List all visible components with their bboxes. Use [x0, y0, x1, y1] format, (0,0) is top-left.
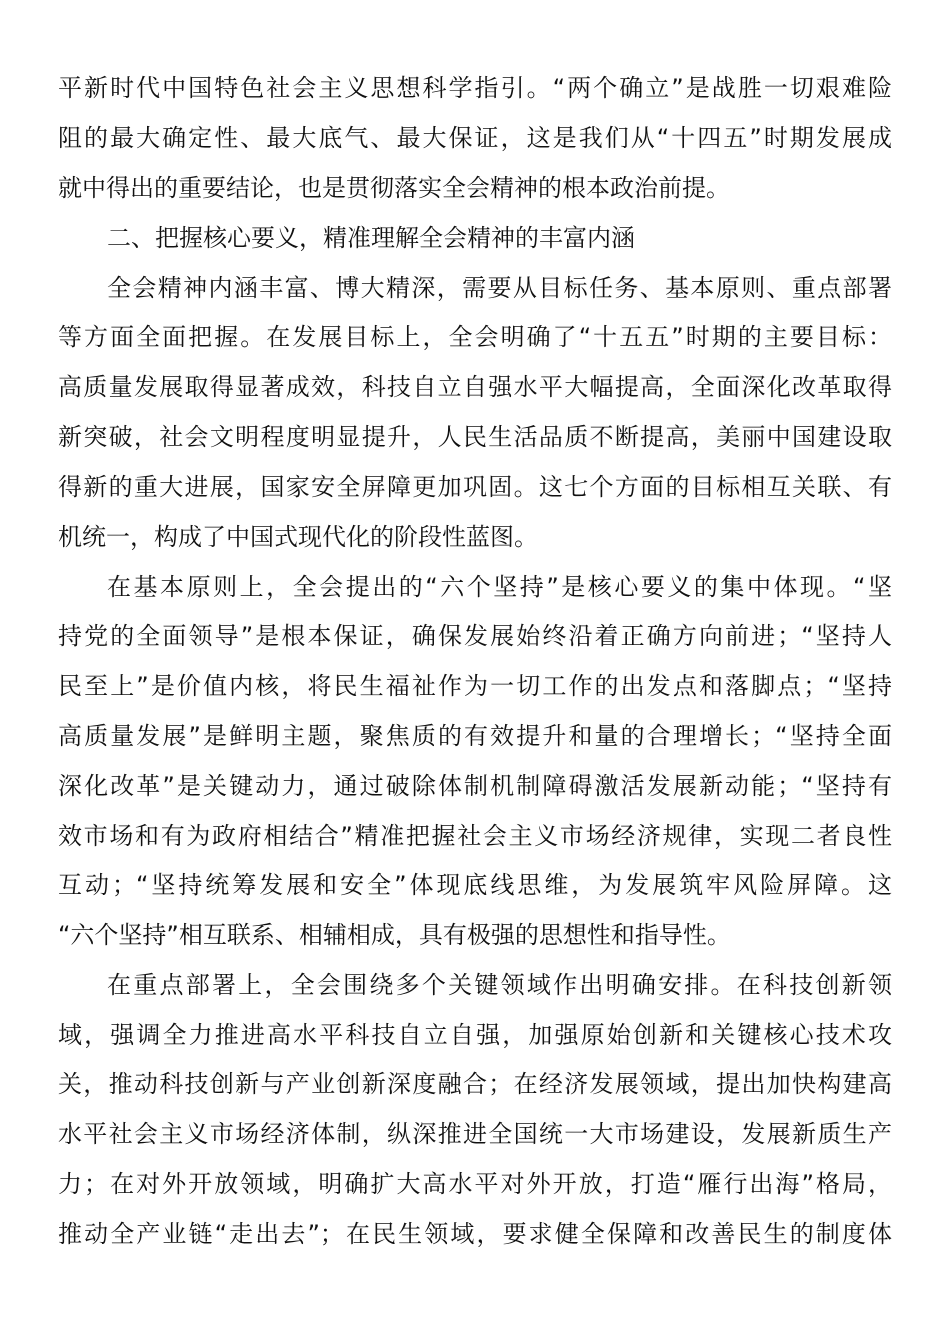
text-line: 在基本原则上，全会提出的“六个坚持”是核心要义的集中体现。“坚 — [107, 573, 892, 601]
text-line: “六个坚持”相互联系、相辅相成，具有极强的思想性和指导性。 — [58, 921, 731, 949]
text-line: 平新时代中国特色社会主义思想科学指引。“两个确立”是战胜一切艰难险 — [58, 74, 892, 102]
text-line: 民至上”是价值内核，将民生福祉作为一切工作的出发点和落脚点；“坚持 — [58, 672, 892, 700]
text-line: 持党的全面领导”是根本保证，确保发展始终沿着正确方向前进；“坚持人 — [58, 622, 892, 650]
text-line: 得新的重大进展，国家安全屏障更加巩固。这七个方面的目标相互关联、有 — [58, 473, 892, 501]
text-line: 在重点部署上，全会围绕多个关键领域作出明确安排。在科技创新领 — [107, 971, 892, 999]
text-line: 域，强调全力推进高水平科技自立自强，加强原始创新和关键核心技术攻 — [58, 1021, 892, 1049]
text-line: 关，推动科技创新与产业创新深度融合；在经济发展领域，提出加快构建高 — [58, 1070, 892, 1098]
text-line: 推动全产业链“走出去”；在民生领域，要求健全保障和改善民生的制度体 — [58, 1220, 892, 1248]
text-line: 二、把握核心要义，精准理解全会精神的丰富内涵 — [107, 224, 635, 252]
text-line: 互动；“坚持统筹发展和安全”体现底线思维，为发展筑牢风险屏障。这 — [58, 871, 892, 899]
text-line: 等方面全面把握。在发展目标上，全会明确了“十五五”时期的主要目标： — [58, 323, 892, 351]
text-line: 力；在对外开放领域，明确扩大高水平对外开放，打造“雁行出海”格局， — [58, 1170, 892, 1198]
text-line: 就中得出的重要结论，也是贯彻落实全会精神的根本政治前提。 — [58, 174, 730, 202]
text-line: 效市场和有为政府相结合”精准把握社会主义市场经济规律，实现二者良性 — [58, 822, 892, 850]
text-line: 新突破，社会文明程度明显提升，人民生活品质不断提高，美丽中国建设取 — [58, 423, 892, 451]
text-line: 阻的最大确定性、最大底气、最大保证，这是我们从“十四五”时期发展成 — [58, 124, 892, 152]
text-line: 机统一，构成了中国式现代化的阶段性蓝图。 — [58, 523, 538, 551]
text-line: 高质量发展取得显著成效，科技自立自强水平大幅提高，全面深化改革取得 — [58, 373, 892, 401]
text-line: 深化改革”是关键动力，通过破除体制机制障碍激活发展新动能；“坚持有 — [58, 772, 892, 800]
text-line: 水平社会主义市场经济体制，纵深推进全国统一大市场建设，发展新质生产 — [58, 1120, 892, 1148]
text-line: 高质量发展”是鲜明主题，聚焦质的有效提升和量的合理增长；“坚持全面 — [58, 722, 892, 750]
text-line: 全会精神内涵丰富、博大精深，需要从目标任务、基本原则、重点部署 — [107, 274, 892, 302]
